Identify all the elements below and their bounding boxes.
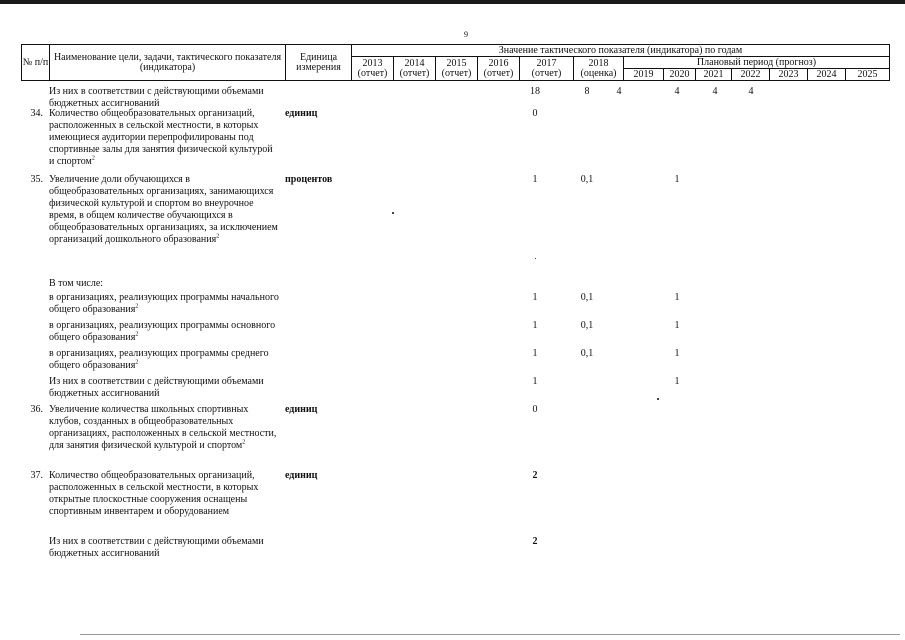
row-name-text: Из них в соответствии с действующими объемами бюджетных ассигнований bbox=[49, 536, 264, 559]
row-name-text: Увеличение количества школьных спортивных клубов, созданных в общеобразовательных организациях, расположенных в сельской местности, для занятия физической культурой и спортом bbox=[49, 404, 277, 451]
header-year-2018 bbox=[574, 57, 624, 81]
value-2017: 2 bbox=[532, 470, 538, 481]
header-group-title: Значение тактического показателя (индикатора) по годам bbox=[352, 45, 890, 57]
header-year-label: 2018 bbox=[588, 57, 609, 69]
header-year-note: (оценка) bbox=[580, 67, 617, 79]
header-year-label: 2015 bbox=[446, 57, 467, 69]
header-planned-title: Плановый период (прогноз) bbox=[624, 57, 890, 69]
header-unit: Единица измерения bbox=[286, 45, 352, 81]
header-plan-year-2019: 2019 bbox=[624, 69, 664, 81]
scan-bottom-edge bbox=[80, 634, 900, 635]
row-unit: единиц bbox=[285, 404, 318, 415]
value-2020: 1 bbox=[674, 348, 680, 359]
header-year-note: (отчет) bbox=[441, 67, 472, 79]
scan-top-edge bbox=[0, 0, 905, 4]
row-name bbox=[49, 108, 279, 168]
row-unit: единиц bbox=[285, 108, 318, 119]
header-year-2014 bbox=[394, 57, 436, 81]
header-year-note: (отчет) bbox=[399, 67, 430, 79]
value-2018: 0,1 bbox=[580, 348, 594, 359]
table-row bbox=[21, 174, 891, 278]
table-row bbox=[21, 376, 891, 404]
row-number: 34. bbox=[30, 108, 43, 119]
row-unit: процентов bbox=[285, 174, 333, 185]
value-2017: 0 bbox=[532, 108, 538, 119]
header-plan-year-2021: 2021 bbox=[696, 69, 732, 81]
header-year-note: (отчет) bbox=[531, 67, 562, 79]
row-name bbox=[49, 320, 279, 344]
row-name bbox=[49, 348, 279, 372]
row-number: 37. bbox=[30, 470, 43, 481]
table-row bbox=[21, 348, 891, 376]
value-2018: 0,1 bbox=[580, 320, 594, 331]
footnote-ref: 2 bbox=[135, 359, 139, 366]
header-plan-year-2024: 2024 bbox=[808, 69, 846, 81]
header-plan-year-2025: 2025 bbox=[846, 69, 890, 81]
row-unit: единиц bbox=[285, 470, 318, 481]
value-2019: 4 bbox=[616, 86, 622, 97]
header-name: Наименование цели, задачи, тактического показателя (индикатора) bbox=[50, 45, 286, 81]
value-2017: 2 bbox=[532, 536, 538, 547]
row-name-text: Количество общеобразовательных организаций, расположенных в сельской местности, в которых открытые плоскостные сооружения оснащены спортивным инвентарем и оборудованием bbox=[49, 470, 259, 517]
row-name bbox=[49, 174, 279, 246]
value-2020: 1 bbox=[674, 174, 680, 185]
row-name bbox=[49, 292, 279, 316]
footnote-ref: 2 bbox=[135, 331, 139, 338]
value-2017: 1 bbox=[532, 376, 538, 387]
value-2017: 1 bbox=[532, 348, 538, 359]
value-2020: 1 bbox=[674, 320, 680, 331]
header-plan-year-2023: 2023 bbox=[770, 69, 808, 81]
table-row bbox=[21, 108, 891, 174]
row-name-text: Увеличение доли обучающихся в общеобразовательных организациях, занимающихся физической культурой и спортом во внеурочное время, в общем количестве обучающихся в общеобразовательных организациях, за исключением организаций дошкольного образования bbox=[49, 174, 278, 245]
row-name bbox=[49, 376, 279, 400]
footnote-ref: 2 bbox=[242, 439, 246, 446]
header-year-note: (отчет) bbox=[483, 67, 514, 79]
value-2017: 1 bbox=[532, 320, 538, 331]
header-year-label: 2014 bbox=[404, 57, 425, 69]
value-2018: 8 bbox=[584, 86, 590, 97]
row-name-text: Количество общеобразовательных организаций, расположенных в сельской местности, в которых имеющиеся аудитории перепрофилированы под спортивные залы для занятия физической культурой и спортом bbox=[49, 108, 273, 167]
page-number: 9 bbox=[464, 30, 468, 39]
footnote-ref: 2 bbox=[135, 303, 139, 310]
table-header bbox=[21, 44, 890, 81]
header-plan-year-2022: 2022 bbox=[732, 69, 770, 81]
header-year-2016 bbox=[478, 57, 520, 81]
table-row bbox=[21, 536, 891, 564]
footnote-ref: 2 bbox=[91, 155, 95, 162]
value-2021: 4 bbox=[712, 86, 718, 97]
header-year-label: 2013 bbox=[362, 57, 383, 69]
header-year-2017 bbox=[520, 57, 574, 81]
row-name bbox=[49, 86, 279, 110]
value-2020: 4 bbox=[674, 86, 680, 97]
row-name-text: Из них в соответствии с действующими объемами бюджетных ассигнований bbox=[49, 376, 264, 399]
row-name bbox=[49, 404, 279, 452]
header-plan-year-2020: 2020 bbox=[664, 69, 696, 81]
header-year-2013 bbox=[352, 57, 394, 81]
value-2020: 1 bbox=[674, 292, 680, 303]
footnote-ref: 2 bbox=[216, 233, 220, 240]
table-row bbox=[21, 278, 891, 292]
row-number: 35. bbox=[30, 174, 43, 185]
value-2022: 4 bbox=[748, 86, 754, 97]
row-name bbox=[49, 470, 279, 518]
value-2018: 0,1 bbox=[580, 174, 594, 185]
value-2018: 0,1 bbox=[580, 292, 594, 303]
row-name-text: В том числе: bbox=[49, 278, 104, 289]
row-name-text: в организациях, реализующих программы среднего общего образования bbox=[49, 348, 269, 371]
row-name-text: в организациях, реализующих программы начального общего образования bbox=[49, 292, 279, 315]
table-row bbox=[21, 404, 891, 470]
header-year-label: 2017 bbox=[536, 57, 557, 69]
scan-speck bbox=[535, 258, 536, 259]
table-body bbox=[21, 86, 891, 564]
header-year-2015 bbox=[436, 57, 478, 81]
header-year-label: 2016 bbox=[488, 57, 509, 69]
table-row bbox=[21, 292, 891, 320]
table-row bbox=[21, 320, 891, 348]
value-2017: 1 bbox=[532, 174, 538, 185]
row-name bbox=[49, 536, 279, 560]
table-row bbox=[21, 470, 891, 536]
header-year-note: (отчет) bbox=[357, 67, 388, 79]
row-name bbox=[49, 278, 279, 290]
table-row bbox=[21, 86, 891, 108]
value-2020: 1 bbox=[674, 376, 680, 387]
row-name-text: в организациях, реализующих программы основного общего образования bbox=[49, 320, 276, 343]
value-2017: 18 bbox=[530, 86, 540, 97]
row-number: 36. bbox=[30, 404, 43, 415]
scan-speck bbox=[392, 212, 394, 214]
value-2017: 1 bbox=[532, 292, 538, 303]
scan-speck bbox=[657, 398, 659, 400]
row-name-text: Из них в соответствии с действующими объемами бюджетных ассигнований bbox=[49, 86, 264, 109]
header-num: № п/п bbox=[22, 45, 50, 81]
value-2017: 0 bbox=[532, 404, 538, 415]
